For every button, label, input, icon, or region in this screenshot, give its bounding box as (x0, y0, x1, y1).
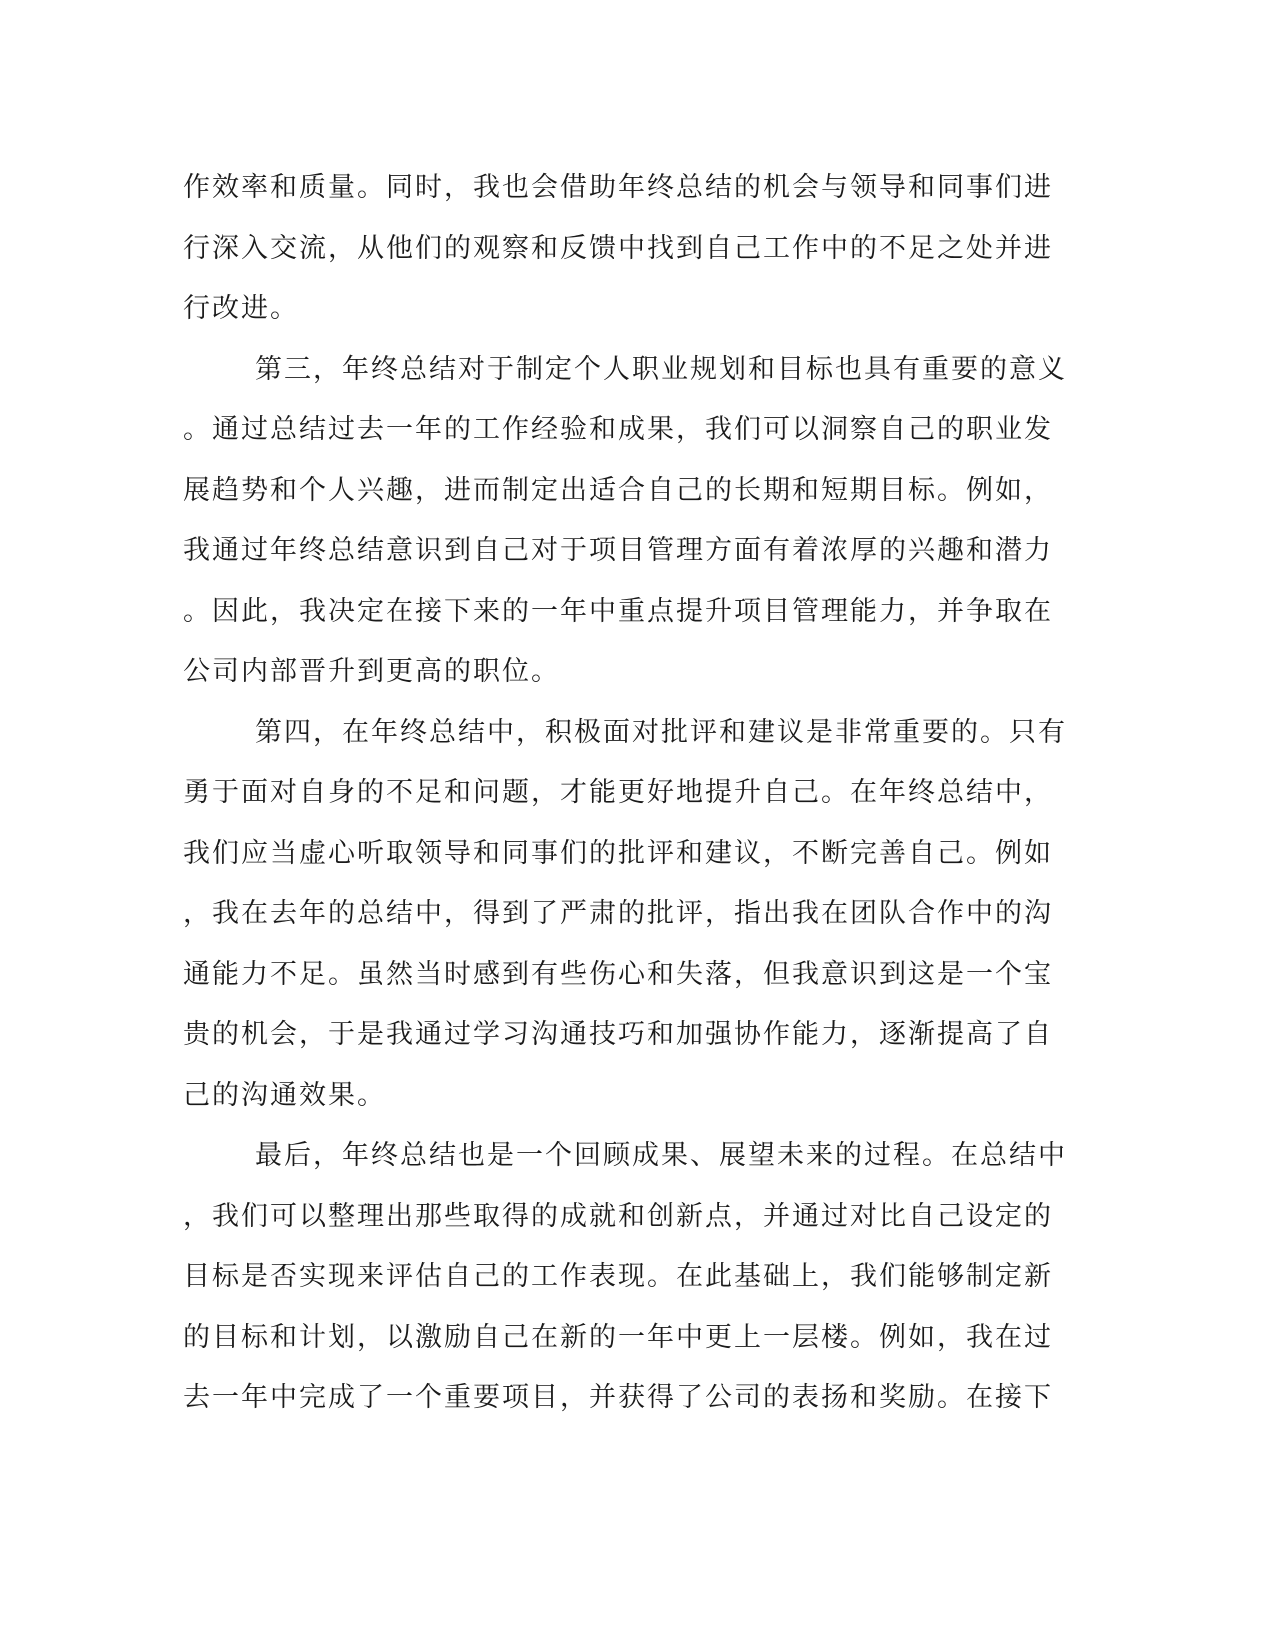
text-line: ，我在去年的总结中，得到了严肃的批评，指出我在团队合作中的沟 (183, 898, 1053, 929)
paragraph-start-line: 第三，年终总结对于制定个人职业规划和目标也具有重要的意义 (255, 353, 1067, 385)
text-line: 公司内部晋升到更高的职位。 (183, 656, 560, 687)
text-line: 的目标和计划，以激励自己在新的一年中更上一层楼。例如，我在过 (183, 1321, 1053, 1353)
text-line: 目标是否实现来评估自己的工作表现。在此基础上，我们能够制定新 (183, 1261, 1053, 1292)
text-line: 。因此，我决定在接下来的一年中重点提升项目管理能力，并争取在 (183, 595, 1053, 627)
text-line: 行深入交流，从他们的观察和反馈中找到自己工作中的不足之处并进 (183, 232, 1053, 264)
text-line: ，我们可以整理出那些取得的成就和创新点，并通过对比自己设定的 (183, 1200, 1053, 1232)
text-line: 展趋势和个人兴趣，进而制定出适合自己的长期和短期目标。例如， (183, 474, 1053, 506)
paragraph-start-line: 第四，在年终总结中，积极面对批评和建议是非常重要的。只有 (255, 716, 1067, 748)
paragraph-start-line: 最后，年终总结也是一个回顾成果、展望未来的过程。在总结中 (255, 1140, 1067, 1171)
text-line: 我通过年终总结意识到自己对于项目管理方面有着浓厚的兴趣和潜力 (183, 535, 1053, 566)
text-line: 我们应当虚心听取领导和同事们的批评和建议，不断完善自己。例如 (183, 837, 1053, 869)
text-line: 己的沟通效果。 (183, 1079, 386, 1111)
text-line: 行改进。 (183, 293, 299, 324)
text-line: 。通过总结过去一年的工作经验和成果，我们可以洞察自己的职业发 (183, 414, 1053, 445)
text-line: 去一年中完成了一个重要项目，并获得了公司的表扬和奖励。在接下 (183, 1382, 1053, 1413)
text-line: 作效率和质量。同时，我也会借助年终总结的机会与领导和同事们进 (183, 172, 1053, 203)
text-line: 通能力不足。虽然当时感到有些伤心和失落，但我意识到这是一个宝 (183, 958, 1053, 990)
text-line: 勇于面对自身的不足和问题，才能更好地提升自己。在年终总结中， (183, 777, 1053, 808)
body-text (183, 158, 1067, 1429)
text-line: 贵的机会，于是我通过学习沟通技巧和加强协作能力，逐渐提高了自 (183, 1019, 1053, 1050)
